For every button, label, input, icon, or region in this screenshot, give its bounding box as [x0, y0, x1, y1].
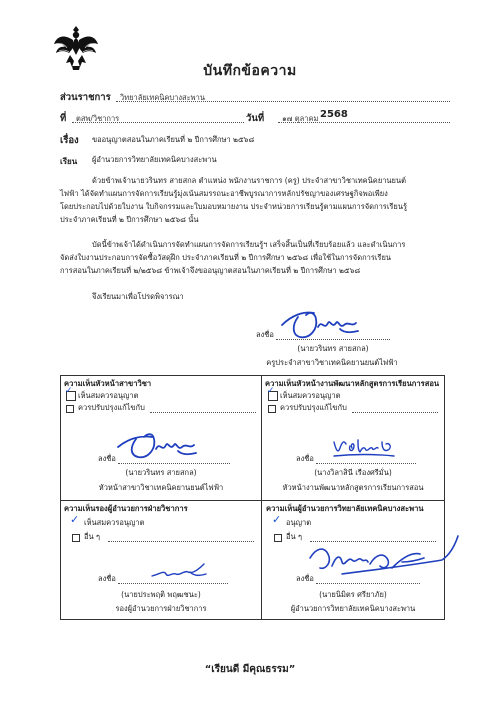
box1-sign-label: ลงชื่อ — [98, 454, 116, 463]
main-sign-label: ลงชื่อ — [256, 330, 274, 339]
body-p2-line2: จัดส่งใบงานประกอบการจัดซื้อวัสดุฝึก ประจำภาคเรียนที่ ๒ ปีการศึกษา ๒๕๖๘ เพื่อใช้ในการจัดการเรียน — [60, 253, 391, 262]
box1-opt1-label: เห็นสมควรอนุญาต — [78, 391, 139, 400]
box2-sign-name: (นางวิลาสินี เรืองศรีมั่น) — [314, 468, 392, 477]
box1-sign-dotted-line — [118, 463, 230, 464]
box4-check-mark-icon: ✓ — [272, 513, 282, 526]
box1-opt2-checkbox[interactable] — [66, 405, 74, 413]
box4-opt2-checkbox[interactable] — [274, 534, 282, 542]
body-p1-line3: โดยประกอบไปด้วยใบงาน ใบกิจกรรมและใบมอบหมายงาน ประจำหน่วยการเรียนรู้ตามแผนการจัดการเรียนรู้ — [60, 202, 407, 211]
box2-opt2-dotted-line — [352, 412, 438, 413]
main-signature-image — [278, 303, 368, 343]
box2-sign-dotted-line — [316, 463, 416, 464]
box3-sign-label: ลงชื่อ — [98, 574, 116, 583]
subject-label: เรื่อง — [60, 135, 79, 146]
body-p1-line2: ไฟฟ้า ได้จัดทำแผนการจัดการเรียนรู้มุ่งเน้นสมรรถนะอาชีพบูรณาการหลักปรัชญาของเศรษฐกิจพอเพียง — [60, 189, 388, 198]
box1-sign-name: (นายวรินทร สายสกล) — [125, 468, 197, 477]
memo-title: บันทึกข้อความ — [203, 63, 297, 79]
box3-opt2-label: อื่น ๆ — [84, 532, 101, 541]
department-value: วิทยาลัยเทคนิคบางสะพาน — [120, 93, 205, 102]
box1-sign-position: หัวหน้าสาขาวิชาเทคนิคยานยนต์ไฟฟ้า — [98, 483, 224, 492]
box2-opt2-checkbox[interactable] — [268, 405, 276, 413]
main-sign-name: (นายวรินทร สายสกล) — [297, 344, 369, 353]
to-value: ผู้อำนวยการวิทยาลัยเทคนิคบางสะพาน — [92, 155, 217, 164]
subject-value: ขออนุญาตสอนในภาคเรียนที่ ๒ ปีการศึกษา ๒๕๖๘ — [92, 135, 255, 144]
box3-opt2-dotted-line — [108, 541, 254, 542]
date-label: วันที่ — [246, 113, 265, 124]
box2-check-mark-icon: ✓ — [267, 386, 275, 396]
box1-signature-image — [116, 425, 206, 463]
box3-opt1-label: เห็นสมควรอนุญาต — [84, 518, 145, 527]
box2-opt1-label: เห็นสมควรอนุญาต — [280, 391, 341, 400]
box4-sign-name: (นายนิมิตร ศรียาภัย) — [319, 590, 387, 599]
box4-sign-label: ลงชื่อ — [296, 574, 314, 583]
box3-sign-position: รองผู้อำนวยการฝ่ายวิชาการ — [115, 604, 207, 613]
box3-title: ความเห็นรองผู้อำนวยการฝ่ายวิชาการ — [64, 504, 188, 513]
to-label: เรียน — [60, 157, 78, 166]
box1-check-mark-icon: ✓ — [65, 386, 73, 396]
box3-check-mark-icon: ✓ — [70, 513, 80, 526]
footer-motto: “เรียนดี มีคุณธรรม” — [204, 664, 296, 675]
box1-opt2-label: ควรปรับปรุงแก้ไขกับ — [78, 403, 145, 412]
box2-sign-label: ลงชื่อ — [296, 454, 314, 463]
date-year: 2568 — [320, 109, 348, 120]
body-p2-line3: การสอนในภาคเรียนที่ ๒/๒๕๖๘ ข้าพเจ้าจึงขออนุญาตสอนในภาคเรียนที่ ๒ ปีการศึกษา ๒๕๖๘ — [60, 266, 361, 275]
box3-sign-name: (นายประพฤติ พฤฒชนะ) — [121, 590, 201, 599]
closing-text: จึงเรียนมาเพื่อโปรดพิจารณา — [92, 292, 184, 301]
department-label: ส่วนราชการ — [60, 92, 111, 103]
box2-sign-position: หัวหน้างานพัฒนาหลักสูตรการเรียนการสอน — [282, 483, 424, 492]
box1-title: ความเห็นหัวหน้าสาขาวิชา — [64, 379, 152, 388]
box1-opt2-dotted-line — [150, 412, 256, 413]
body-p1-line1: ด้วยข้าพเจ้านายวรินทร สายสกล ตำแหน่ง พนักงานราชการ (ครู) ประจำสาขาวิชาเทคนิคยานยนต์ — [92, 176, 406, 185]
box2-title: ความเห็นหัวหน้างานพัฒนาหลักสูตรการเรียนการสอน — [265, 379, 440, 388]
box4-opt1-label: อนุญาต — [286, 518, 312, 527]
box2-opt2-label: ควรปรับปรุงแก้ไขกับ — [280, 403, 347, 412]
box4-title: ความเห็นผู้อำนวยการวิทยาลัยเทคนิคบางสะพาน — [266, 504, 424, 513]
body-p1-line4: ประจำภาคเรียนที่ ๒ ปีการศึกษา ๒๕๖๘ นั้น — [60, 215, 199, 224]
box4-sign-position: ผู้อำนวยการวิทยาลัยเทคนิคบางสะพาน — [290, 604, 416, 613]
main-sign-position: ครูประจำสาขาวิชาเทคนิคยานยนต์ไฟฟ้า — [266, 358, 398, 367]
body-p2-line1: บัดนี้ข้าพเจ้าได้ดำเนินการจัดทำแผนการจัดการเรียนรู้ฯ เสร็จสิ้นเป็นที่เรียบร้อยแล้ว และดำเนินการ — [92, 240, 406, 249]
box3-signature-image — [150, 558, 210, 584]
box2-signature-image — [330, 434, 400, 462]
box4-signature-image — [302, 506, 462, 586]
doc-number-label: ที่ — [60, 113, 67, 124]
doc-number-value: ตสพ/วิชาการ — [76, 114, 120, 123]
date-value: ๑๗ ตุลาคม — [282, 114, 319, 123]
box3-opt2-checkbox[interactable] — [72, 534, 80, 542]
box4-opt2-label: อื่น ๆ — [286, 532, 303, 541]
